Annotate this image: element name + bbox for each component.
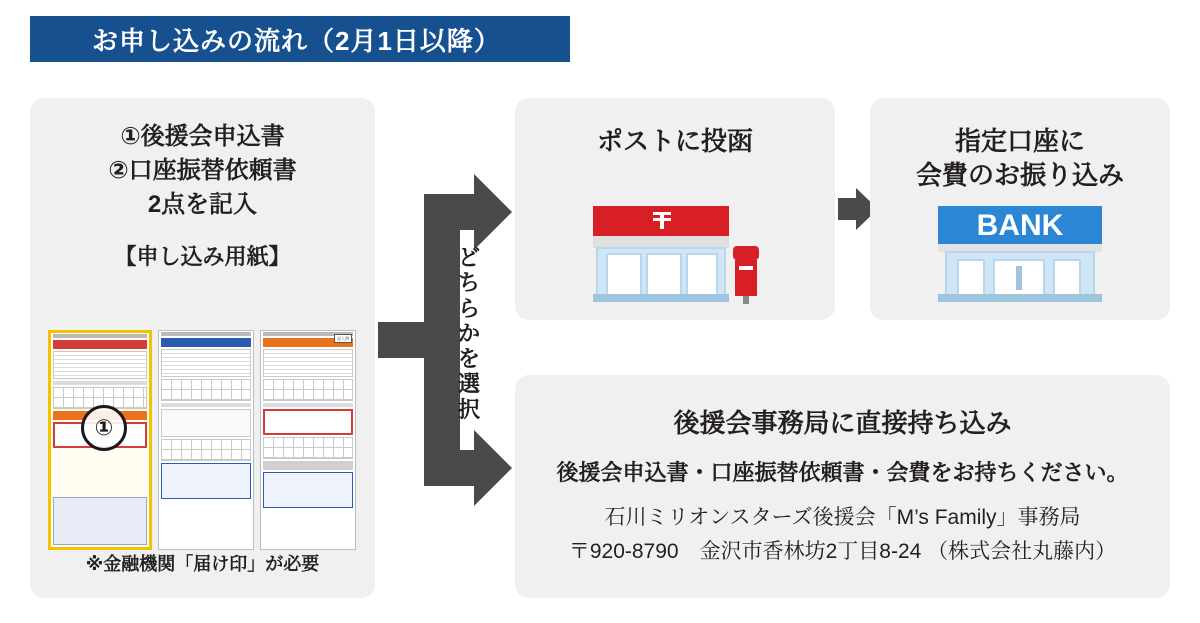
form-thumbnail-1 (48, 330, 152, 550)
branch-arrow (378, 160, 518, 520)
forms-heading-line3: 2点を記入 (147, 191, 258, 219)
office-subheading: 後援会申込書・口座振替依頼書・会費をお持ちください。 (556, 460, 1129, 485)
forms-heading (30, 98, 375, 222)
panel-bank-transfer (870, 98, 1170, 320)
forms-heading-line2: ②口座振替依頼書 (108, 157, 297, 185)
panel-application-forms (30, 98, 375, 598)
form-badge-1: ① (81, 405, 127, 451)
forms-subheading: 【申し込み用紙】 (114, 244, 291, 270)
office-heading: 後援会事務局に直接持ち込み (673, 408, 1012, 438)
form-thumbnail-3 (260, 330, 356, 550)
page-title: お申し込みの流れ（2月1日以降） (92, 25, 501, 56)
bank-heading (870, 98, 1170, 193)
bank-building-icon (930, 206, 1110, 302)
page-title-bar (30, 16, 570, 62)
post-heading: ポストに投函 (596, 126, 753, 156)
forms-footnote: ※金融機関「届け印」が必要 (85, 554, 320, 574)
forms-heading-line1: ①後援会申込書 (120, 123, 285, 150)
panel-office-dropoff (515, 375, 1170, 598)
form-thumbnails (48, 330, 358, 550)
panel-post-mail (515, 98, 835, 320)
form-thumbnail-2 (158, 330, 254, 550)
office-address (515, 501, 1170, 568)
branch-arrow-label: どちらかを選択 (457, 245, 480, 422)
post-office-icon (575, 206, 775, 306)
bank-heading-line2: 会費のお振り込み (915, 160, 1124, 191)
form-example-stamp: 記入例 (334, 334, 352, 343)
office-address-line2: 〒920-8790 金沢市香林坊2丁目8-24 （株式会社丸藤内） (568, 539, 1117, 563)
svg-text:BANK: BANK (976, 209, 1064, 242)
bank-heading-line1: 指定口座に (954, 126, 1085, 156)
office-address-line1: 石川ミリオンスターズ後援会「M’s Family」事務局 (604, 506, 1081, 529)
